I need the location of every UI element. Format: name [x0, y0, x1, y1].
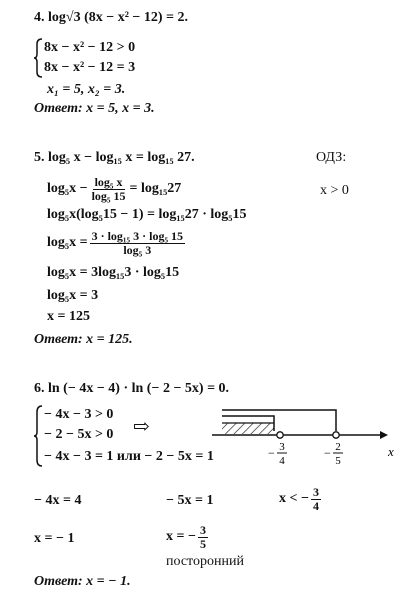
- roots-line: x₁ = 5, x₂ = 3.: [47, 82, 126, 97]
- tick-denominator: 5: [335, 455, 341, 467]
- step-text: = log₁₅27: [129, 181, 182, 196]
- fraction-numerator: 3: [199, 522, 206, 537]
- step-line: − 4x = 4: [34, 493, 82, 508]
- fraction-numerator: log₅ x: [94, 174, 123, 189]
- fraction-denominator: log₅ 15: [91, 188, 126, 203]
- fraction: [90, 176, 128, 203]
- fraction: [311, 486, 321, 513]
- step-text: log₅x −: [47, 181, 88, 196]
- answer-line: [34, 332, 133, 348]
- answer-value: x = 5, x = 3.: [86, 101, 155, 116]
- tick-numerator: 2: [335, 441, 341, 453]
- open-point: [277, 432, 283, 438]
- fraction: [198, 524, 208, 551]
- step-line: [47, 174, 181, 204]
- axis-label: x: [388, 444, 394, 459]
- tick-denominator: 4: [279, 455, 285, 467]
- hatched-region: [222, 423, 274, 434]
- tick-numerator: 3: [279, 441, 285, 453]
- axis-arrow-icon: [380, 431, 388, 439]
- system-row: − 4x − 3 > 0: [44, 407, 114, 422]
- tick-sign: −: [324, 446, 331, 460]
- system-row: 8x − x² − 12 > 0: [44, 40, 136, 55]
- fraction-numerator: 3 · log₁₅ 3 · log₅ 15: [91, 228, 184, 243]
- step-text: log₅x =: [47, 235, 88, 250]
- fraction-numerator: 3: [312, 484, 319, 499]
- problem-6-title: 6. ln (− 4x − 4) · ln (− 2 − 5x) = 0.: [34, 381, 230, 396]
- step-line: log₅x = 3log₁₅3 · log₅15: [47, 265, 180, 280]
- step-line: log₅x(log₅15 − 1) = log₁₅27 · log₅15: [47, 207, 247, 222]
- number-line: [210, 398, 400, 478]
- implies-arrow-icon: ⇨: [133, 416, 150, 438]
- step-line: [166, 522, 210, 552]
- step-line: log₅x = 3: [47, 288, 99, 303]
- fraction-denominator: 5: [199, 536, 206, 551]
- step-line: x = 125: [47, 309, 90, 324]
- odz-label: ОДЗ:: [316, 150, 347, 165]
- system-row: 8x − x² − 12 = 3: [44, 60, 136, 75]
- extraneous-note: посторонний: [166, 554, 244, 569]
- problem-4-title: 4. log√3 (8x − x² − 12) = 2.: [34, 10, 189, 25]
- step-line: x = − 1: [34, 531, 75, 546]
- fraction: [90, 230, 185, 257]
- problem-5-title: 5. log₅ x − log₁₅ x = log₁₅ 27.: [34, 150, 195, 165]
- system-row: − 4x − 3 = 1 или − 2 − 5x = 1: [44, 449, 214, 464]
- step-line: [279, 484, 323, 514]
- answer-line: [34, 101, 155, 117]
- odz-condition: x > 0: [320, 183, 349, 198]
- answer-label: Ответ:: [34, 574, 83, 589]
- answer-label: Ответ:: [34, 101, 83, 116]
- system-row: − 2 − 5x > 0: [44, 427, 114, 442]
- step-text: x = −: [166, 529, 196, 544]
- left-brace-icon: [34, 405, 44, 467]
- fraction-denominator: log₅ 3: [123, 242, 152, 257]
- tick-sign: −: [268, 446, 275, 460]
- left-brace-icon: [34, 38, 44, 78]
- step-text: x < −: [279, 491, 309, 506]
- fraction-denominator: 4: [312, 498, 319, 513]
- answer-value: x = 125.: [86, 332, 133, 347]
- open-point: [333, 432, 339, 438]
- step-line: − 5x = 1: [166, 493, 214, 508]
- answer-value: x = − 1.: [86, 574, 131, 589]
- step-line: [47, 228, 187, 258]
- problem-4-system: [34, 38, 234, 78]
- answer-label: Ответ:: [34, 332, 83, 347]
- answer-line: [34, 574, 131, 590]
